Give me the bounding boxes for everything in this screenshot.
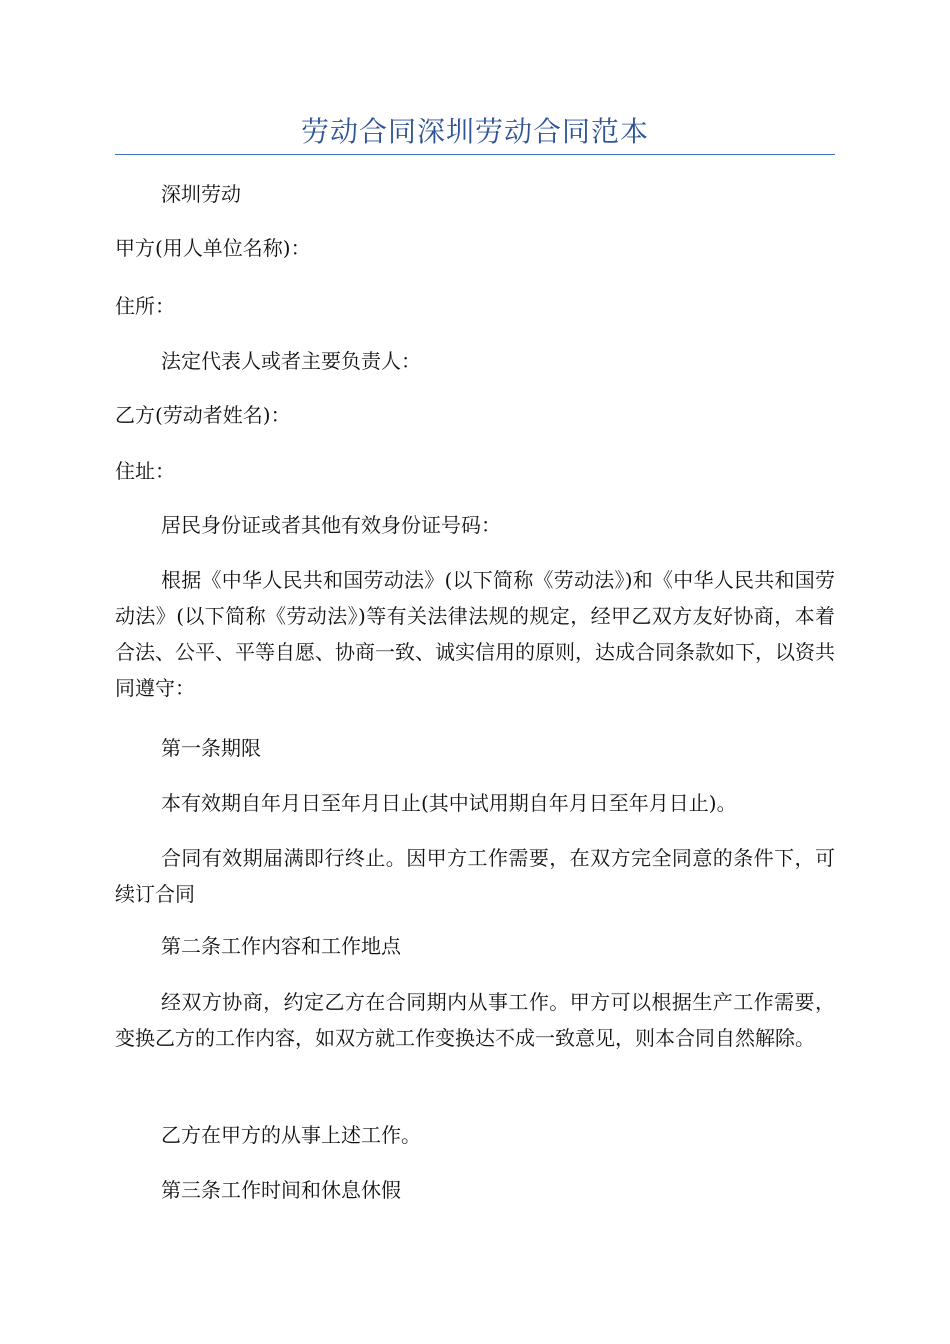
article-2-heading: 第二条工作内容和工作地点 xyxy=(161,934,401,958)
paragraph-party-a-address: 住所： xyxy=(115,294,175,318)
paragraph-legal-representative: 法定代表人或者主要负责人： xyxy=(161,349,421,373)
article-3-heading: 第三条工作时间和休息休假 xyxy=(161,1178,401,1202)
article-1-renewal: 合同有效期届满即行终止。因甲方工作需要，在双方完全同意的条件下，可续订合同 xyxy=(115,846,835,906)
paragraph-id-number: 居民身份证或者其他有效身份证号码： xyxy=(161,513,501,537)
paragraph-shenzhen-labor: 深圳劳动 xyxy=(161,182,241,206)
paragraph-party-b-address: 住址： xyxy=(115,459,175,483)
document-title: 劳动合同深圳劳动合同范本 xyxy=(300,115,649,148)
article-1-term: 本有效期自年月日至年月日止(其中试用期自年月日至年月日止)。 xyxy=(161,791,737,815)
paragraph-party-a: 甲方(用人单位名称)： xyxy=(115,236,311,260)
article-1-heading: 第一条期限 xyxy=(161,736,261,760)
article-2-workplace: 乙方在甲方的从事上述工作。 xyxy=(161,1123,421,1147)
paragraph-party-b: 乙方(劳动者姓名)： xyxy=(115,403,291,427)
article-2-content: 经双方协商，约定乙方在合同期内从事工作。甲方可以根据生产工作需要，变换乙方的工作内容，如双方就工作变换达不成一致意见，则本合同自然解除。 xyxy=(115,990,835,1050)
paragraph-preamble: 根据《中华人民共和国劳动法》(以下简称《劳动法》)和《中华人民共和国劳动法》(以下简称《劳动法》)等有关法律法规的规定，经甲乙双方友好协商，本着合法、公平、平等自愿、协商一致、诚实信用的原则，达成合同条款如下，以资共同遵守： xyxy=(115,568,835,700)
title-underline xyxy=(115,154,835,155)
